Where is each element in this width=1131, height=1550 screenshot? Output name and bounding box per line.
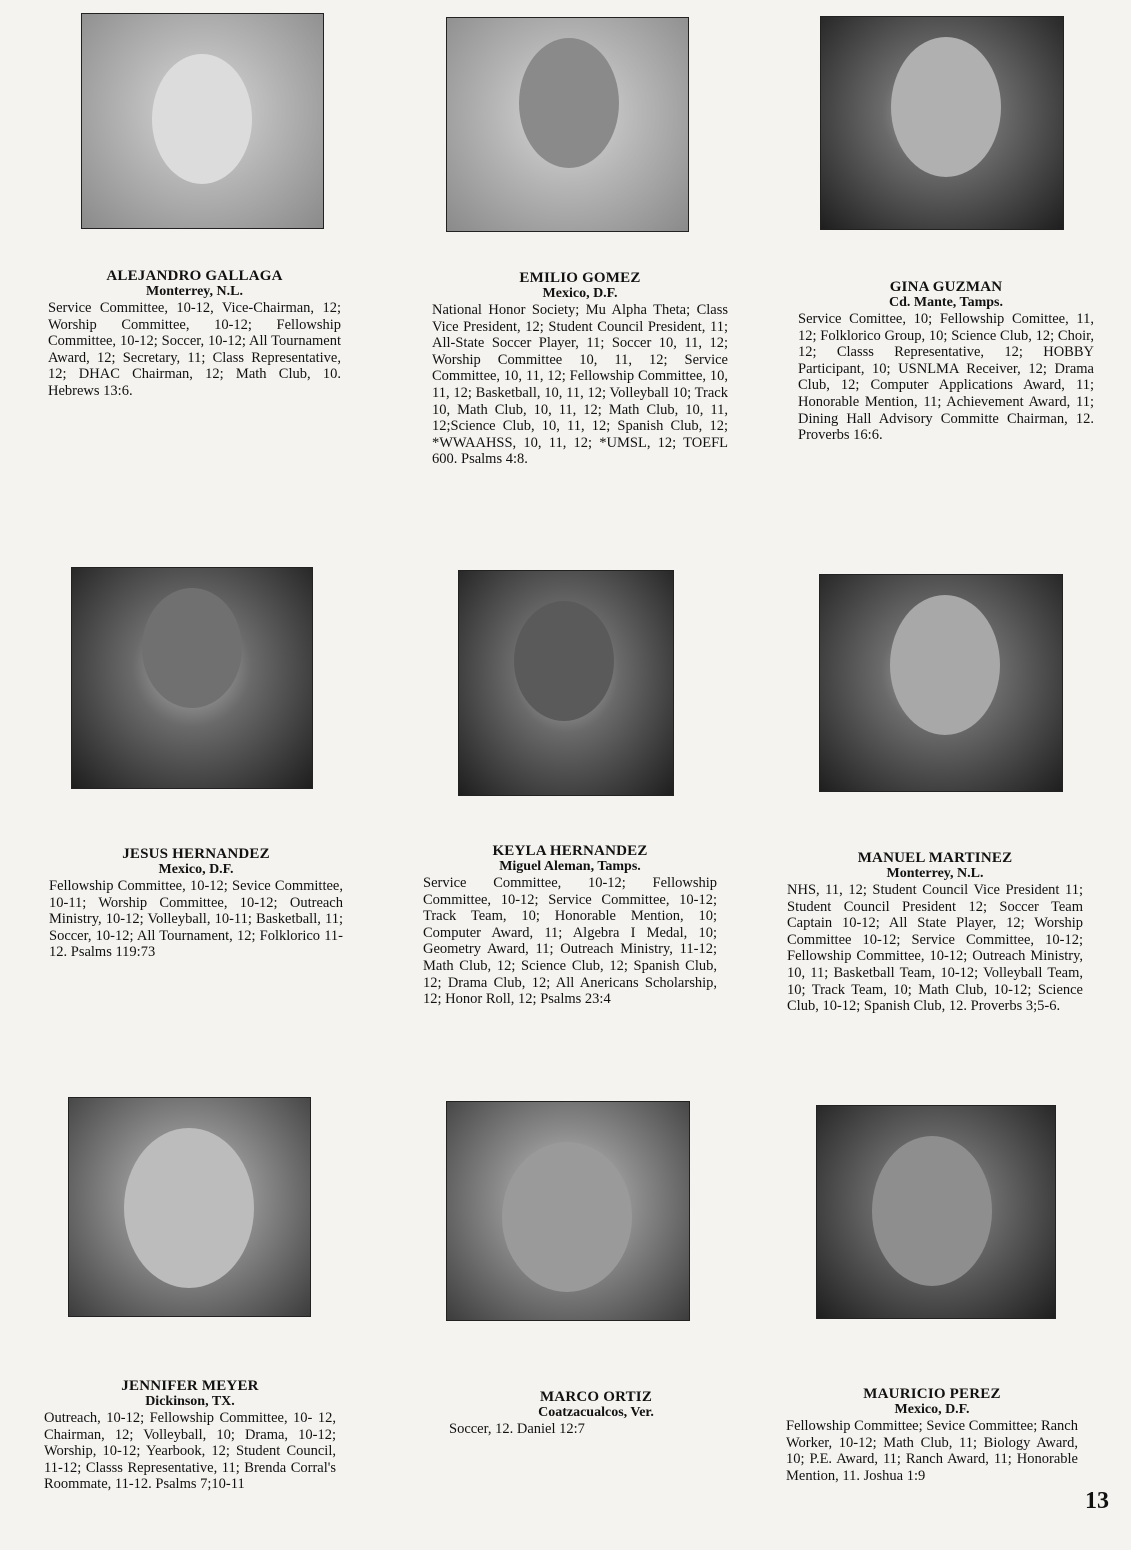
student-name: EMILIO GOMEZ: [519, 270, 641, 286]
student-hometown: Monterrey, N.L.: [146, 284, 243, 299]
student-entry: [432, 270, 728, 468]
student-activities: National Honor Society; Mu Alpha Theta; Class Vice President, 12; Student Council President, 11; All-State Soccer Player, 11; Soccer 10, 11, 12; Worship Committee 10, 11, 12; Service Committee, 10, 11, 12; Fellowship Committee, 10, 11, 12; Basketball, 10, 11, 12; Volleyball 10; Track 10, Math Club, 10, 11, 12; Math Club, 10, 11, 12;Science Club, 10, 11, 12; Spanish Club, 12; *WWAAHSS, 10, 11, 12; *UMSL, 12; TOEFL 600. Psalms 4:8.: [432, 302, 728, 468]
student-activities: Service Committee, 10-12, Vice-Chairman, 12; Worship Committee, 10-12; Fellowship Committee, 10-12; Soccer, 10-12; All Tournament Award, 12; Secretary, 11; Class Representative, 12; DHAC Chairman, 12; Math Club, 10. Hebrews 13:6.: [48, 300, 341, 399]
student-hometown: Mexico, D.F.: [894, 1402, 970, 1417]
student-name: JENNIFER MEYER: [121, 1378, 259, 1394]
student-entry: [798, 279, 1094, 444]
baby-photo-gina-guzman: [820, 16, 1064, 230]
baby-photo-alejandro-gallaga: [81, 13, 324, 229]
student-hometown: Miguel Aleman, Tamps.: [499, 859, 641, 874]
student-hometown: Coatzacualcos, Ver.: [538, 1405, 654, 1420]
student-hometown: Cd. Mante, Tamps.: [889, 295, 1003, 310]
baby-photo-jennifer-meyer: [68, 1097, 311, 1317]
student-entry: [423, 843, 717, 1008]
student-activities: Service Committee, 10-12; Fellowship Committee, 10-12; Service Committee, 10-12; Track Team, 10; Honorable Mention, 10; Computer Award, 11; Algebra I Medal, 10; Geometry Award, 11; Outreach Ministry, 11-12; Math Club, 12; Science Club, 12; Spanish Club, 12; Drama Club, 12; All Anericans Scholarship, 12; Honor Roll, 12; Psalms 23:4: [423, 875, 717, 1008]
student-name: ALEJANDRO GALLAGA: [106, 268, 283, 284]
student-entry: [449, 1389, 743, 1438]
student-activities: Fellowship Committee; Sevice Committee; Ranch Worker, 10-12; Math Club, 11; Biology Award, 10; P.E. Award, 11; Ranch Award, 11; Honorable Mention, 11. Joshua 1:9: [786, 1418, 1078, 1484]
student-activities: Outreach, 10-12; Fellowship Committee, 10- 12, Chairman, 12; Volleyball, 10; Drama, 10-12; Worship, 10-12; Yearbook, 12; Student Council, 11-12; Classs Representative, 11; Brenda Corral's Roommate, 11-12. Psalms 7;10-11: [44, 1410, 336, 1493]
student-hometown: Mexico, D.F.: [158, 862, 234, 877]
baby-photo-manuel-martinez: [819, 574, 1063, 792]
student-name: MAURICIO PEREZ: [863, 1386, 1001, 1402]
student-hometown: Monterrey, N.L.: [886, 866, 984, 881]
baby-photo-keyla-hernandez: [458, 570, 674, 796]
student-entry: [44, 1378, 336, 1493]
page-number: 13: [1085, 1488, 1109, 1514]
student-name: KEYLA HERNANDEZ: [492, 843, 648, 859]
student-name: JESUS HERNANDEZ: [122, 846, 270, 862]
student-activities: Soccer, 12. Daniel 12:7: [449, 1421, 585, 1437]
baby-photo-mauricio-perez: [816, 1105, 1056, 1319]
baby-photo-emilio-gomez: [446, 17, 689, 232]
baby-photo-jesus-hernandez: [71, 567, 313, 789]
student-hometown: Mexico, D.F.: [542, 286, 618, 301]
student-name: MARCO ORTIZ: [539, 1389, 653, 1405]
student-entry: [787, 850, 1083, 1015]
baby-photo-marco-ortiz: [446, 1101, 690, 1321]
student-activities: NHS, 11, 12; Student Council Vice President 11; Student Council President 12; Soccer Team Captain 10-12; All State Player, 12; Worship Committee 10-12; Service Committee, 10-12; Fellowship Committee, 10-12; Outreach Ministry, 10, 11; Basketball Team, 10-12; Volleyball Team, 10; Track Team, 10; Math Club, 10-12; Science Club, 10-12; Spanish Club, 12. Proverbs 3;5-6.: [787, 882, 1083, 1015]
student-entry: [49, 846, 343, 961]
student-entry: [48, 268, 341, 400]
student-entry: [786, 1386, 1078, 1484]
student-name: MANUEL MARTINEZ: [857, 850, 1013, 866]
student-name: GINA GUZMAN: [889, 279, 1003, 295]
student-hometown: Dickinson, TX.: [145, 1394, 235, 1409]
student-activities: Service Comittee, 10; Fellowship Comittee, 11, 12; Folklorico Group, 10; Science Club, 12; Choir, 12; Classs Representative, 12; HOBBY Participant, 10; USNLMA Receiver, 12; Drama Club, 12; Computer Applications Award, 11; Honorable Mention, 11; Achievement Award, 11; Dining Hall Advisory Committe Chairman, 12. Proverbs 16:6.: [798, 311, 1094, 444]
student-activities: Fellowship Committee, 10-12; Sevice Committee, 10-11; Worship Committee, 10-12; Outreach Ministry, 10-12; Volleyball, 10-11; Basketball, 11; Soccer, 10-12; All Tournament, 12; Folklorico 11-12. Psalms 119:73: [49, 878, 343, 961]
